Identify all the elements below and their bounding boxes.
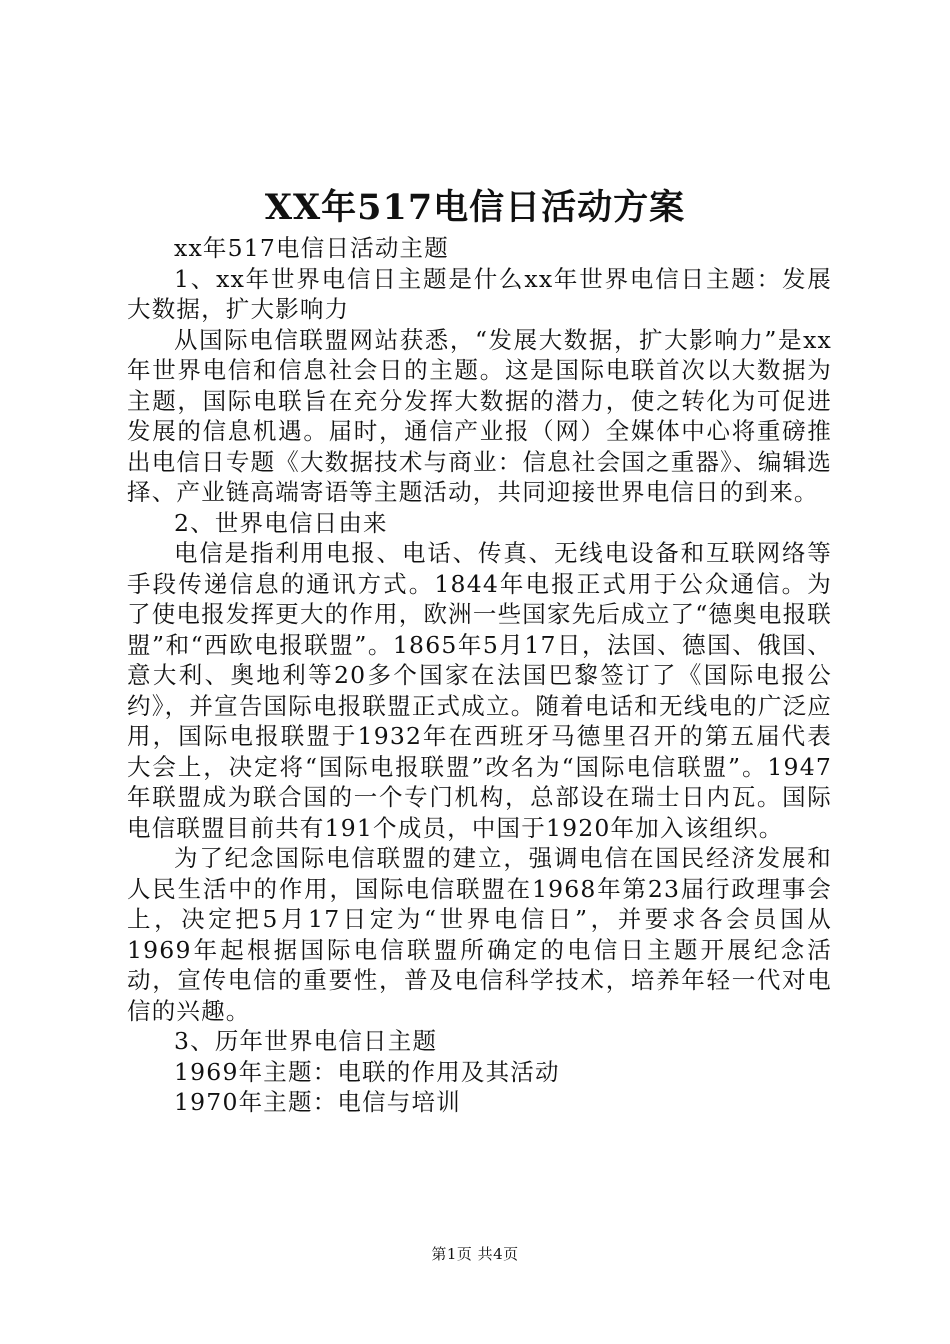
paragraph-telecom-day-origin: 为了纪念国际电信联盟的建立，强调电信在国民经济发展和人民生活中的作用，国际电信联盟在1968年第23届行政理事会上，决定把5月17日定为“世界电信日”，并要求各会员国从1969年起根据国际电信联盟所确定的电信日主题开展纪念活动，宣传电信的重要性，普及电信科学技术，培养年轻一代对电信的兴趣。 (127, 844, 832, 1025)
paragraph-telecom-history: 电信是指利用电报、电话、传真、无线电设备和互联网络等手段传递信息的通讯方式。1844年电报正式用于公众通信。为了使电报发挥更大的作用，欧洲一些国家先后成立了“德奥电报联盟”和“西欧电报联盟”。1865年5月17日，法国、德国、俄国、意大利、奥地利等20多个国家在法国巴黎签订了《国际电报公约》，并宣告国际电报联盟正式成立。随着电话和无线电的广泛应用，国际电报联盟于1932年在西班牙马德里召开的第五届代表大会上，决定将“国际电报联盟”改名为“国际电信联盟”。1947年联盟成为联合国的一个专门机构，总部设在瑞士日内瓦。国际电信联盟目前共有191个成员，中国于1920年加入该组织。 (127, 539, 832, 842)
document-body (127, 233, 832, 1118)
paragraph-section-3-heading: 3、历年世界电信日主题 (174, 1027, 438, 1055)
paragraph-theme-heading: xx年517电信日活动主题 (174, 234, 449, 262)
paragraph-section-2-heading: 2、世界电信日由来 (174, 508, 388, 537)
paragraph-itu-announcement: 从国际电信联盟网站获悉，“发展大数据，扩大影响力”是xx年世界电信和信息社会日的主题。这是国际电联首次以大数据为主题，国际电联旨在充分发挥大数据的潜力，使之转化为可促进发展的信息机遇。届时，通信产业报（网）全媒体中心将重磅推出电信日专题《大数据技术与商业：信息社会国之重器》、编辑选择、产业链高端寄语等主题活动，共同迎接世界电信日的到来。 (127, 325, 832, 506)
paragraph-theme-1970: 1970年主题：电信与培训 (174, 1088, 461, 1116)
paragraph-section-1-heading: 1、xx年世界电信日主题是什么xx年世界电信日主题：发展大数据，扩大影响力 (127, 264, 832, 323)
document-title: XX年517电信日活动方案 (264, 187, 686, 228)
page-number-footer: 第1页 共4页 (431, 1245, 519, 1263)
paragraph-theme-1969: 1969年主题：电联的作用及其活动 (174, 1057, 560, 1086)
